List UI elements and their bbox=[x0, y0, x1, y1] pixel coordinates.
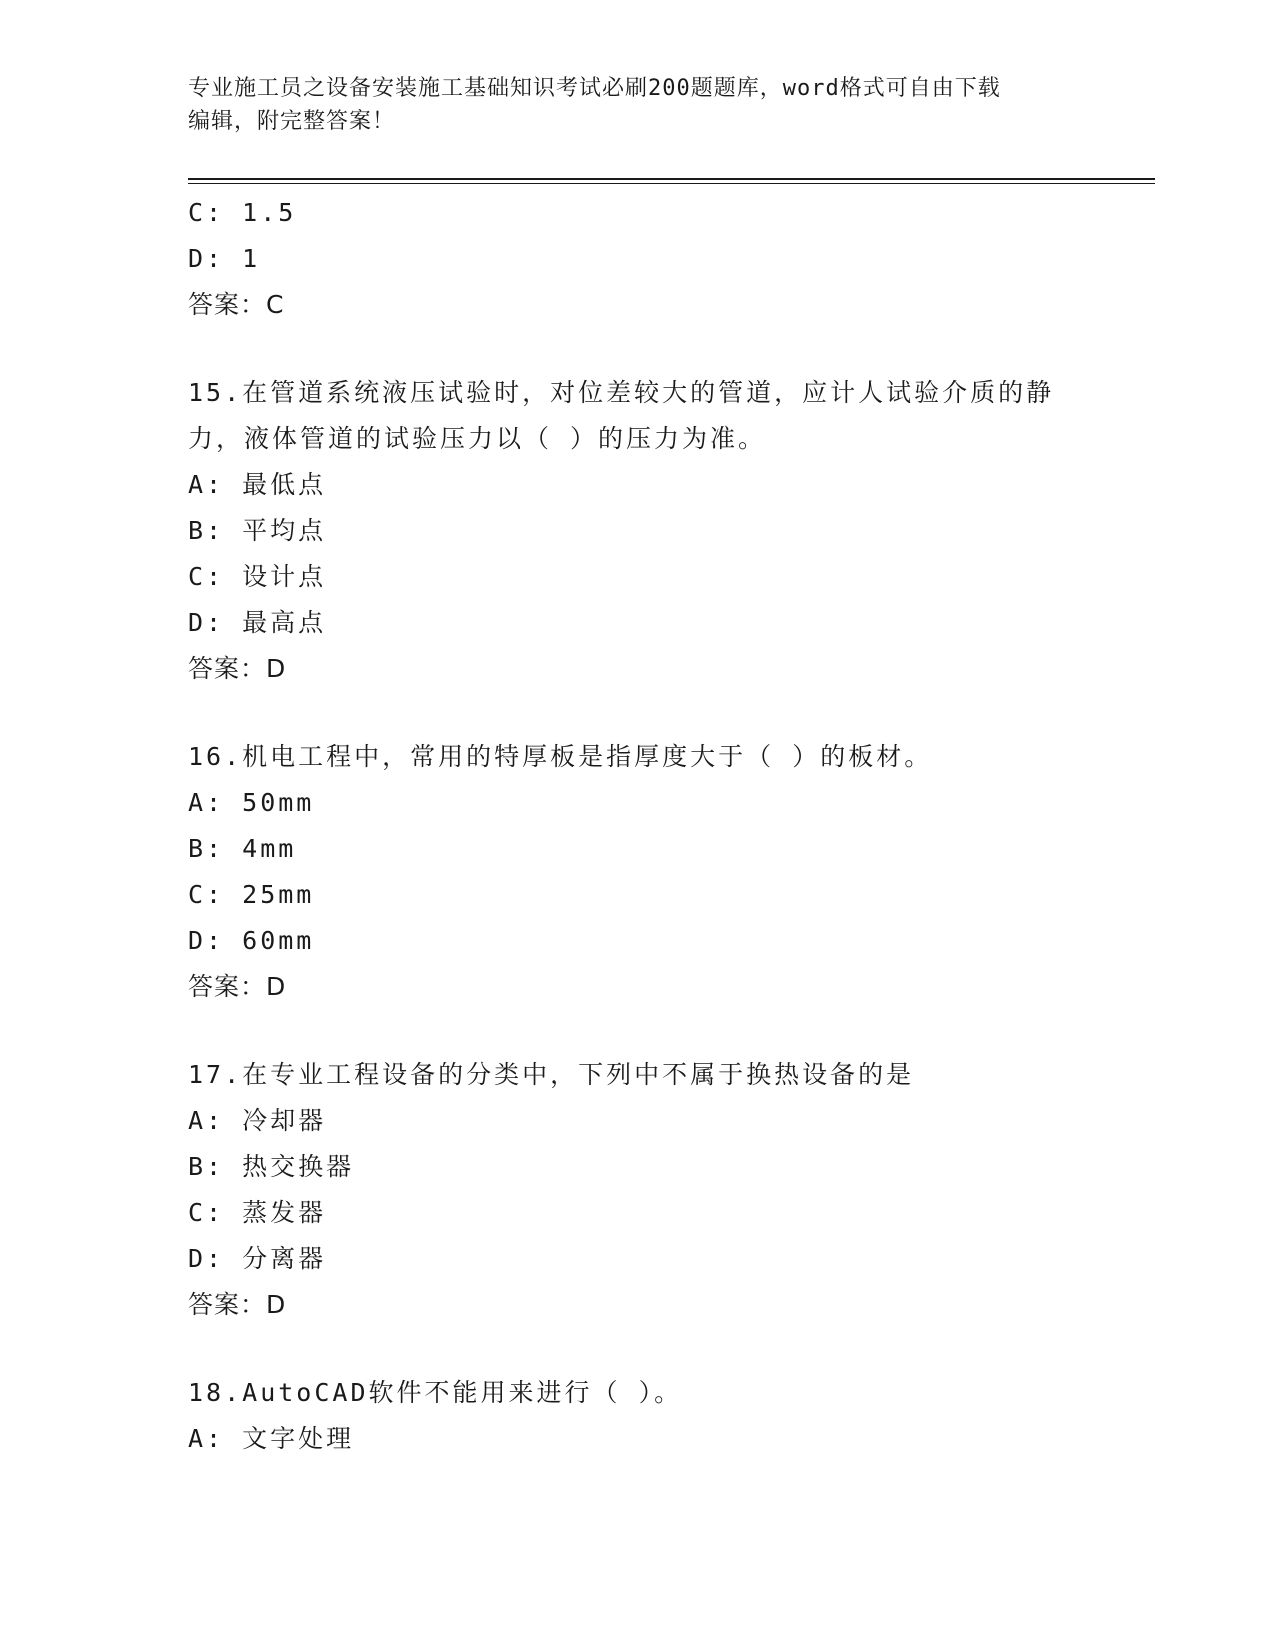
question-list bbox=[188, 190, 1088, 1462]
answer: 答案：D bbox=[188, 654, 287, 683]
option-a: A: 文字处理 bbox=[188, 1424, 355, 1453]
header-line-1: 专业施工员之设备安装施工基础知识考试必刷200题题库，word格式可自由下载 bbox=[188, 76, 1001, 101]
option-a: A: 最低点 bbox=[188, 470, 327, 499]
option-a: A: 50mm bbox=[188, 788, 315, 817]
option-c: C: 设计点 bbox=[188, 562, 327, 591]
option-d: D: 最高点 bbox=[188, 608, 327, 637]
question-17 bbox=[188, 1052, 1088, 1328]
option-a: A: 冷却器 bbox=[188, 1106, 327, 1135]
header-divider-thick bbox=[188, 178, 1155, 180]
option-d: D: 60mm bbox=[188, 926, 315, 955]
document-header bbox=[188, 72, 1088, 138]
spacer bbox=[188, 1010, 1088, 1052]
header-divider-thin bbox=[188, 183, 1155, 184]
option-b: B: 4mm bbox=[188, 834, 297, 863]
question-14-tail bbox=[188, 190, 1088, 328]
answer: 答案：C bbox=[188, 290, 285, 319]
spacer bbox=[188, 1328, 1088, 1370]
question-stem-continued: 力，液体管道的试验压力以（ ）的压力为准。 bbox=[188, 424, 767, 453]
question-stem: 18.AutoCAD软件不能用来进行（ ）。 bbox=[188, 1378, 683, 1407]
question-16 bbox=[188, 734, 1088, 1010]
question-stem: 15.在管道系统液压试验时，对位差较大的管道，应计人试验介质的静 bbox=[188, 378, 1055, 407]
option-b: B: 平均点 bbox=[188, 516, 327, 545]
question-stem: 16.机电工程中，常用的特厚板是指厚度大于（ ）的板材。 bbox=[188, 742, 933, 771]
question-stem: 17.在专业工程设备的分类中，下列中不属于换热设备的是 bbox=[188, 1060, 915, 1089]
option-d: D: 分离器 bbox=[188, 1244, 327, 1273]
spacer bbox=[188, 692, 1088, 734]
answer: 答案：D bbox=[188, 972, 287, 1001]
header-line-2: 编辑，附完整答案！ bbox=[188, 109, 396, 134]
answer: 答案：D bbox=[188, 1290, 287, 1319]
question-18 bbox=[188, 1370, 1088, 1462]
option-c: C: 1.5 bbox=[188, 198, 297, 227]
question-15 bbox=[188, 370, 1088, 692]
spacer bbox=[188, 328, 1088, 370]
option-c: C: 25mm bbox=[188, 880, 315, 909]
option-b: B: 热交换器 bbox=[188, 1152, 355, 1181]
option-d: D: 1 bbox=[188, 244, 261, 273]
option-c: C: 蒸发器 bbox=[188, 1198, 327, 1227]
